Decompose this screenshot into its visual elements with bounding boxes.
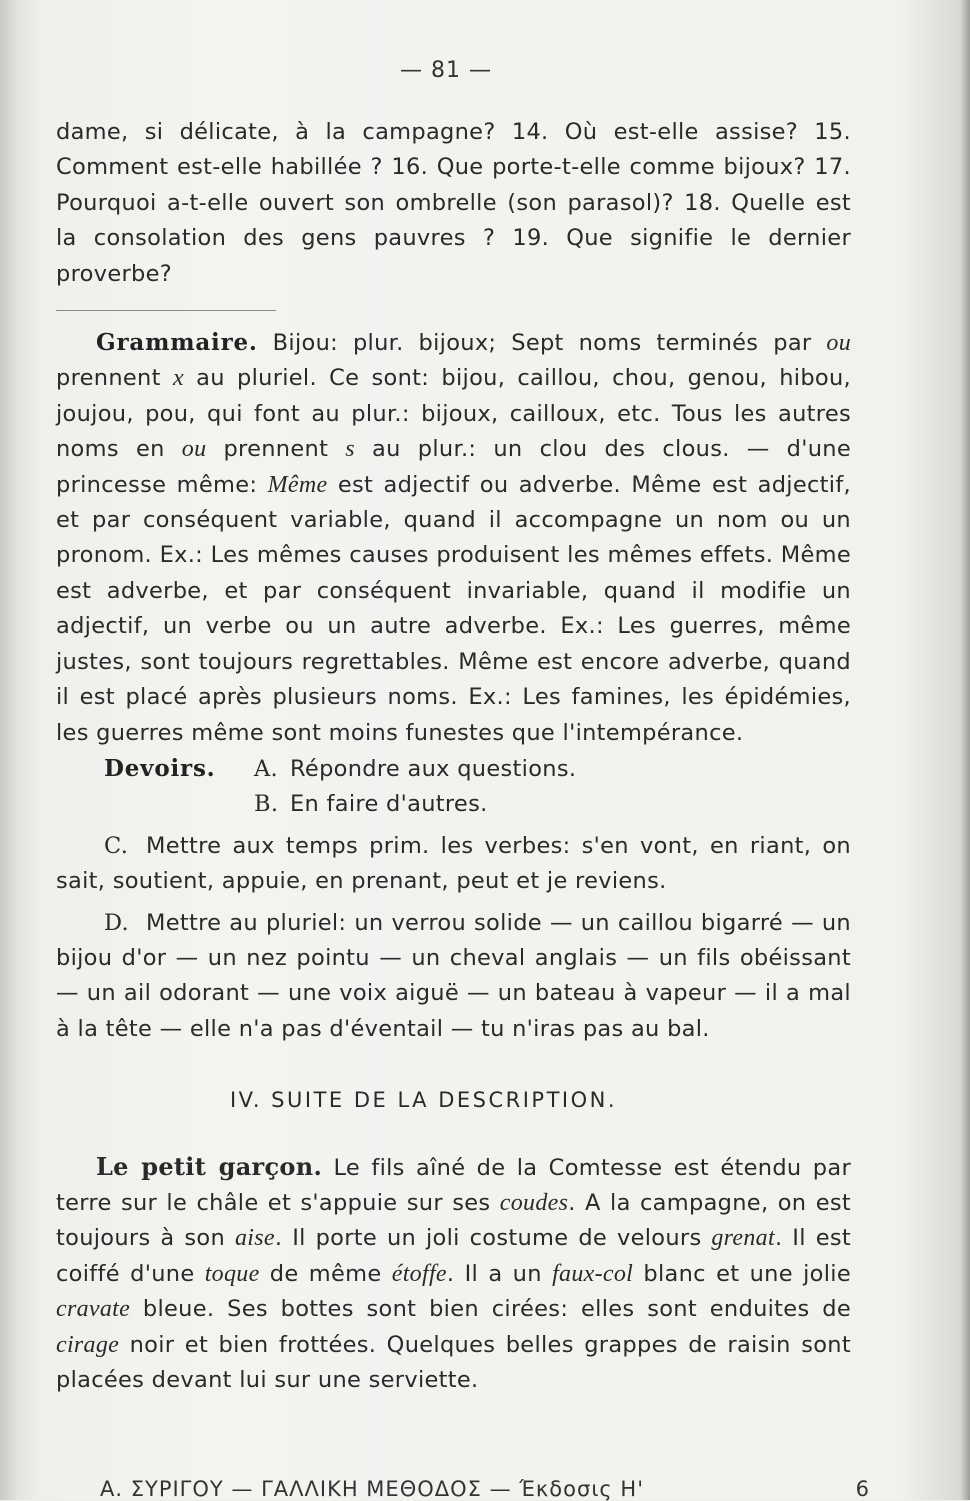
page-number: — 81 — [400, 58, 492, 83]
section-title: IV. SUITE DE LA DESCRIPTION. [229, 1088, 618, 1113]
grammar-italic-x: x [172, 365, 184, 392]
description-text: Le fils aîné de la Comtesse est étendu par terre sur le châle et s'appuie sur ses [56, 1154, 851, 1216]
grammar-italic-ou: ou [826, 330, 851, 357]
italic-word: aise [234, 1225, 275, 1252]
grammar-heading: Grammaire. [96, 329, 258, 357]
duty-d-label: D. [104, 909, 129, 936]
description-text: de même [259, 1260, 392, 1287]
italic-word: étoffe [391, 1260, 447, 1287]
grammar-italic-meme: Même [267, 471, 328, 498]
italic-word: faux-col [552, 1260, 634, 1287]
italic-word: toque [204, 1260, 260, 1287]
duties-block [56, 751, 851, 1047]
description-text: . Il est coiffé d'une [56, 1225, 851, 1287]
page-content [56, 115, 851, 1398]
footer-signature-number: 6 [855, 1477, 870, 1501]
questions-paragraph: dame, si délicate, à la campagne? 14. Où est-elle assise? 15. Comment est-elle habillée ? 16. Que porte-t-elle comme bijoux? 17. Pourquoi a-t-elle ouvert son ombrelle (son parasol)? 18. Quelle est la consolation des gens pauvres ? 19. Que signifie le dernier proverbe? [56, 119, 851, 287]
grammar-italic-s: s [345, 436, 355, 463]
grammar-text: prennent [206, 436, 346, 463]
description-text: . Il a un [446, 1260, 553, 1287]
grammar-text: Bijou: plur. bijoux; Sept noms terminés par [272, 330, 827, 357]
grammar-text: au plur.: un clou des clous. — d'une princesse même: [56, 436, 851, 498]
separator-rule [56, 310, 276, 311]
page-footer [100, 1477, 870, 1501]
grammar-paragraph [56, 325, 851, 751]
duty-c [56, 829, 851, 900]
duties-heading: Devoirs. [104, 754, 216, 782]
duty-a-text: Répondre aux questions. [290, 755, 577, 782]
footer-signature: Α. ΣΥΡΙΓΟΥ — ΓΑΛΛΙΚΗ ΜΕΘΟΔΟΣ — Έκδοσις Η' [100, 1477, 644, 1501]
description-text: bleue. Ses bottes sont bien cirées: elles sont enduites de [130, 1296, 851, 1323]
duty-a [56, 751, 851, 787]
duty-c-text: Mettre aux temps prim. les verbes: s'en vont, en riant, on sait, soutient, appuie, en prenant, peut et je reviens. [56, 832, 851, 895]
duty-b-text: En faire d'autres. [290, 791, 488, 818]
description-text: . Il porte un joli costume de velours [274, 1225, 712, 1252]
italic-word: cravate [56, 1296, 131, 1323]
grammar-text: prennent [56, 365, 173, 392]
grammar-text: est adjectif ou adverbe. Même est adjectif, et par conséquent variable, quand il accompagne un nom ou un pronom. Ex.: Les mêmes causes produisent les mêmes effets. Même est adverbe, et par conséquent invariable, quand il modifie un adjectif, un verbe ou un autre adverbe. Ex.: Les guerres, même justes, sont toujours regrettables. Même est encore adverbe, quand il est placé après plusieurs noms. Ex.: Les famines, les épidémies, les guerres même sont moins funestes que l'intempérance. [56, 471, 851, 746]
description-heading: Le petit garçon. [96, 1151, 323, 1181]
description-paragraph [56, 1149, 851, 1399]
italic-word: coudes [499, 1189, 569, 1216]
grammar-italic-ou: ou [181, 436, 207, 463]
description-text: noir et bien frottées. Quelques belles grappes de raisin sont placées devant lui sur une serviette. [56, 1331, 851, 1393]
description-text: blanc et une jolie [633, 1260, 851, 1287]
grammar-text: au pluriel. Ce sont: bijou, caillou, chou, genou, hibou, joujou, pou, qui font au plur.: bijoux, cailloux, etc. Tous les autres noms en [56, 365, 851, 463]
duty-d [56, 906, 851, 1048]
italic-word: cirage [56, 1331, 120, 1358]
description-text: . A la campagne, on est toujours à son [56, 1189, 851, 1252]
page-spine-shadow [0, 0, 20, 1500]
italic-word: grenat [711, 1225, 775, 1252]
duty-b-label: B. [254, 791, 279, 818]
duty-b [56, 787, 851, 822]
duty-a-label: A. [254, 755, 279, 782]
duty-d-text: Mettre au pluriel: un verrou solide — un caillou bigarré — un bijou d'or — un nez pointu — un cheval anglais — un fils obéissant — un ail odorant — une voix aiguë — un bateau à vapeur — il a mal à la tête — elle n'a pas d'éventail — tu n'iras pas au bal. [56, 909, 851, 1042]
duty-c-label: C. [104, 832, 129, 859]
